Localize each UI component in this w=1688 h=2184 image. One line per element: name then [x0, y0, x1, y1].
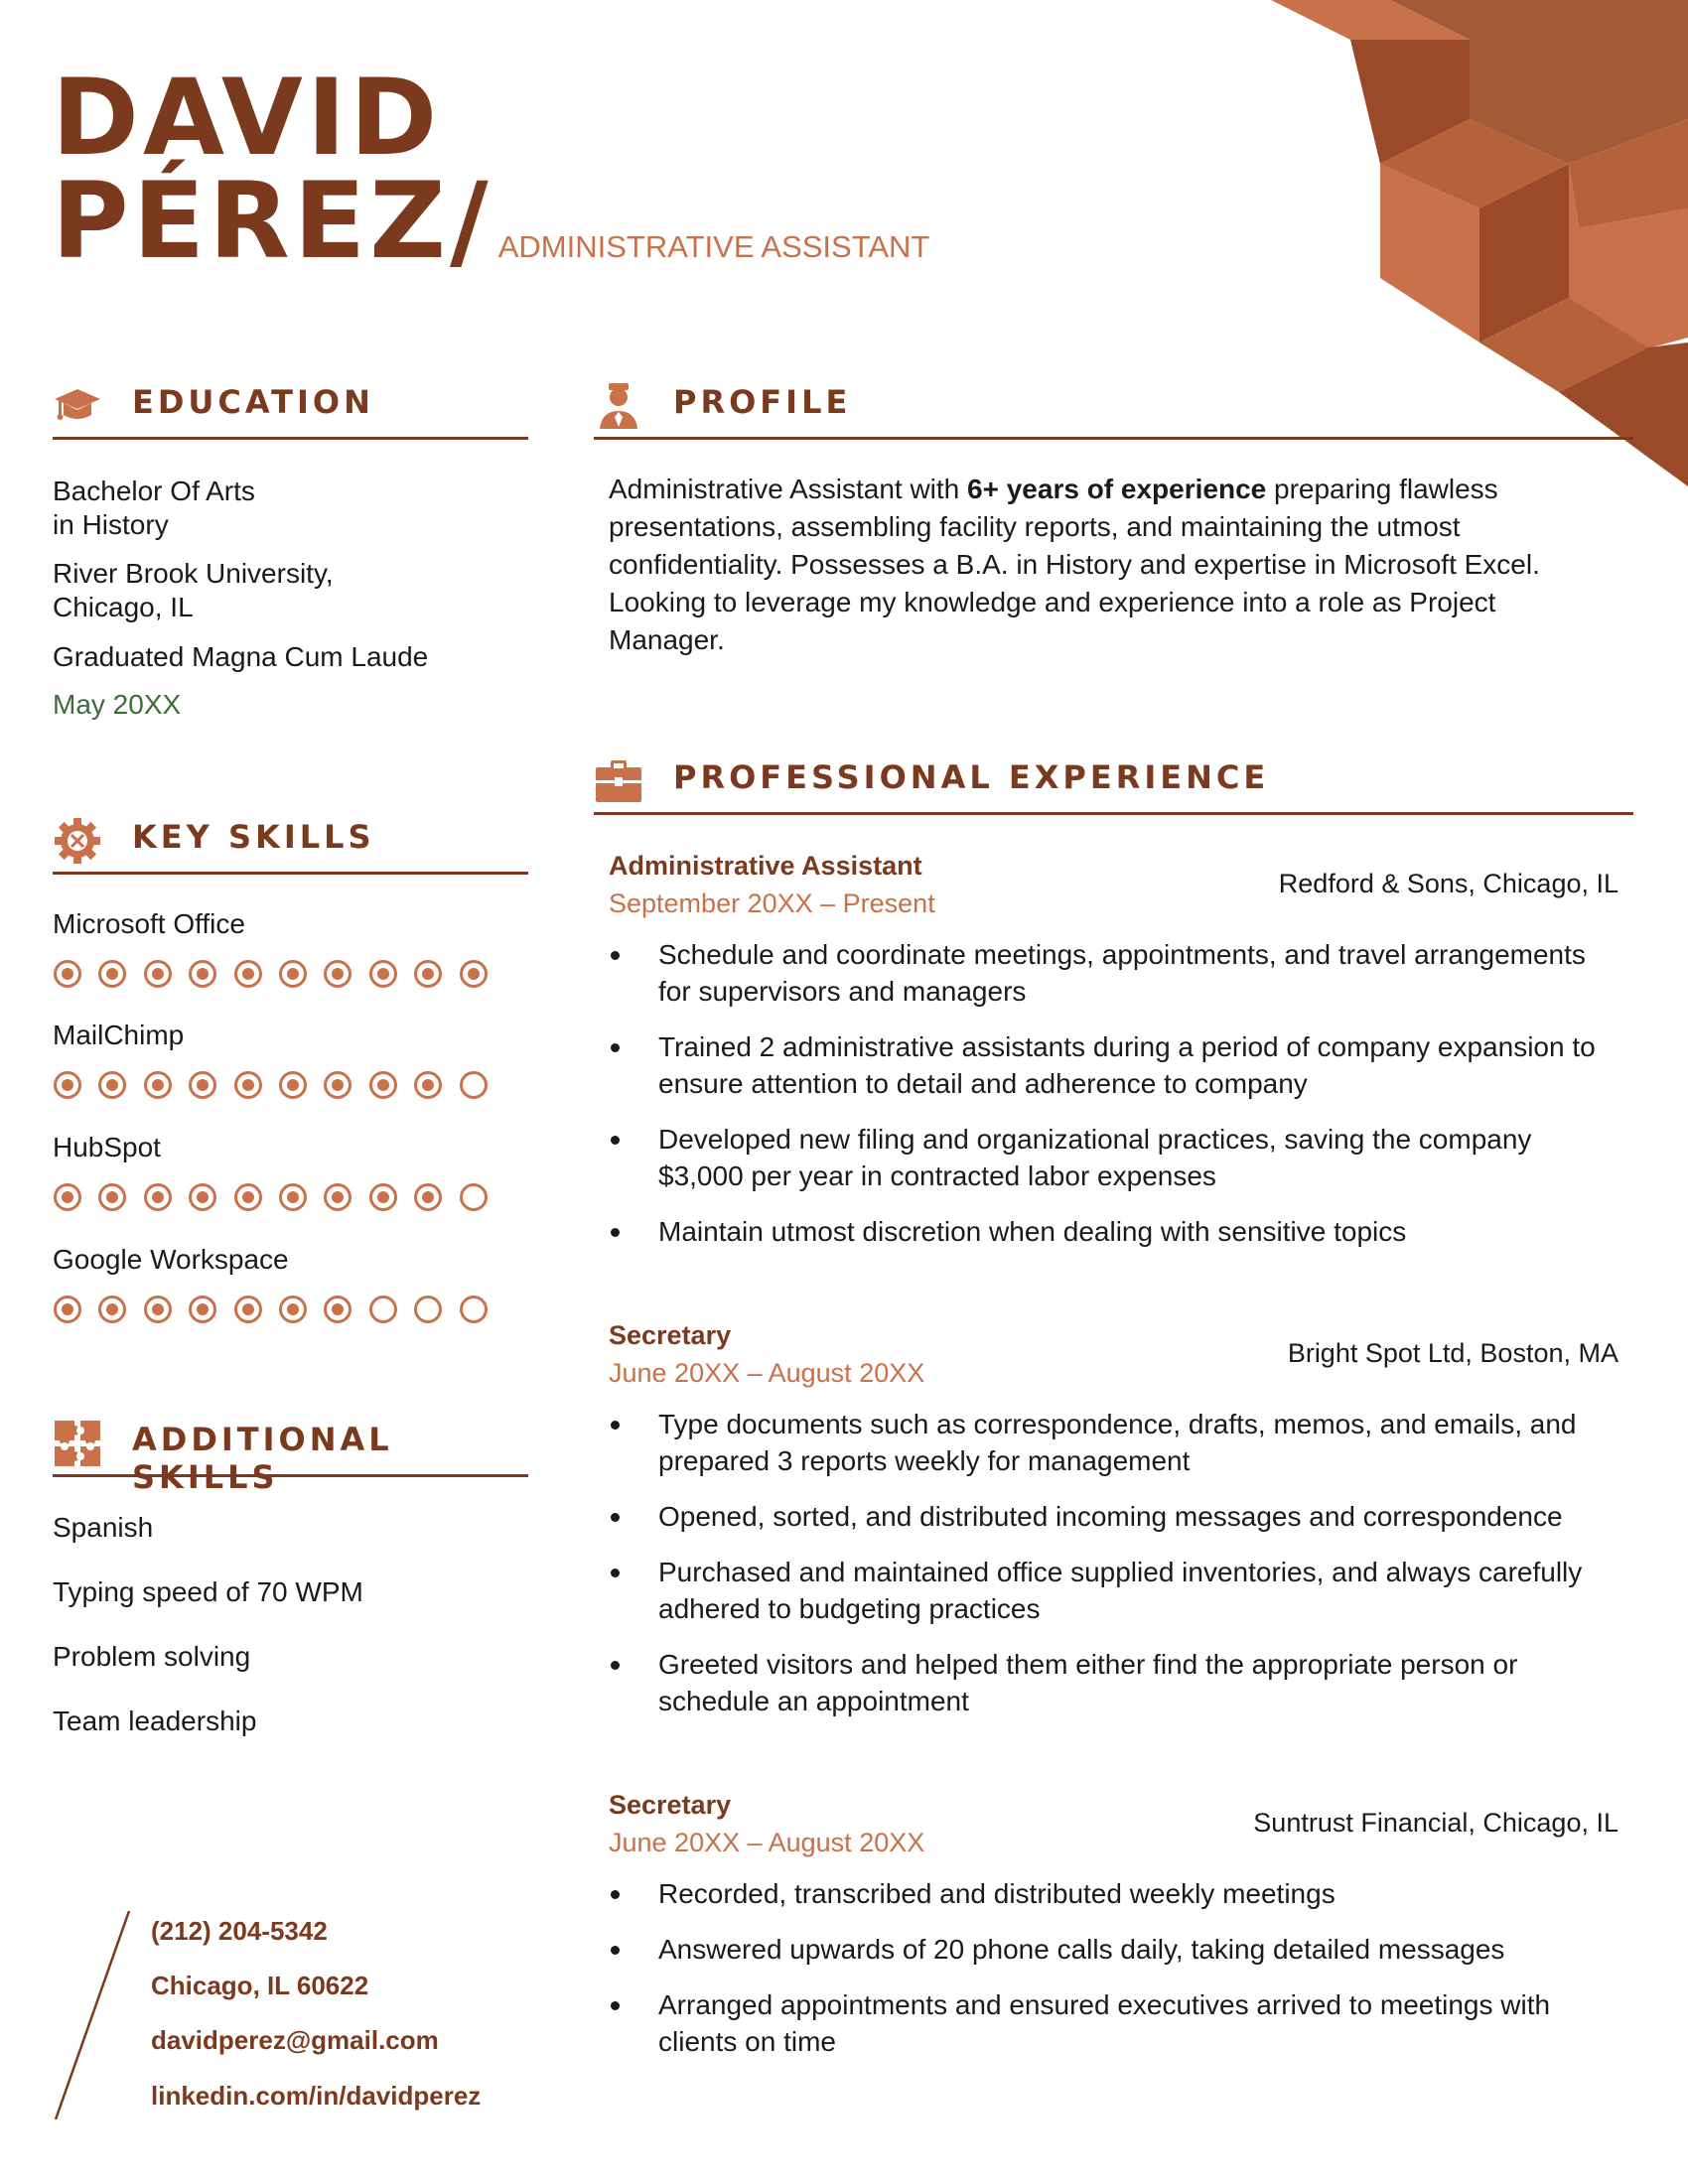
profile-summary [609, 471, 1602, 659]
profile-title: PROFILE [673, 383, 852, 421]
skill-name: Google Workspace [53, 1244, 289, 1275]
rating-dot-empty [369, 1296, 397, 1323]
school-line2: Chicago, IL [53, 592, 194, 622]
skill-name: Microsoft Office [53, 908, 245, 939]
job-bullet [609, 1875, 1618, 1912]
job-bullet-text: Arranged appointments and ensured executives arrived to meetings with clients on time [658, 1989, 1551, 2057]
rating-dot-filled [144, 1183, 172, 1211]
job-bullet [609, 1554, 1618, 1627]
bullet-icon [611, 1421, 620, 1430]
job-company: Suntrust Financial, Chicago, IL [1253, 1808, 1618, 1838]
name-slash: / [450, 160, 492, 282]
degree-line2: in History [53, 509, 169, 540]
rating-dot-filled [279, 1296, 307, 1323]
rating-dot-filled [189, 1071, 216, 1099]
rating-dot-filled [144, 1296, 172, 1323]
puzzle-icon [53, 1419, 102, 1468]
rating-dot-filled [324, 1183, 352, 1211]
contact-location: Chicago, IL 60622 [151, 1971, 369, 2000]
job-bullet [609, 1121, 1618, 1194]
school-line1: River Brook University, [53, 558, 334, 589]
education-degree [53, 475, 255, 542]
rating-dot-filled [98, 1183, 126, 1211]
job-bullet [609, 1028, 1618, 1102]
job-dates: June 20XX – August 20XX [609, 1358, 925, 1388]
rating-dot-empty [460, 1296, 488, 1323]
bullet-icon [611, 1890, 620, 1899]
job-bullet-text: Purchased and maintained office supplied inventories, and always carefully adhered to budgeting practices [658, 1557, 1583, 1624]
rating-dot-filled [279, 1183, 307, 1211]
bullet-icon [611, 1513, 620, 1522]
rating-dot-filled [324, 1296, 352, 1323]
rating-dot-filled [189, 960, 216, 988]
job-bullet [609, 1646, 1618, 1719]
education-title: EDUCATION [132, 383, 374, 421]
rating-dot-filled [234, 960, 262, 988]
rating-dot-filled [369, 1071, 397, 1099]
job-bullet [609, 1213, 1618, 1250]
rating-dot-filled [279, 1071, 307, 1099]
rating-dot-filled [234, 1296, 262, 1323]
job-bullet [609, 1498, 1618, 1535]
job-bullets [609, 1406, 1618, 1738]
skill-name: HubSpot [53, 1132, 161, 1162]
job-bullet-text: Type documents such as correspondence, drafts, memos, and emails, and prepared 3 reports weekly for management [658, 1409, 1577, 1476]
rating-dot-filled [234, 1183, 262, 1211]
job-dates: September 20XX – Present [609, 888, 935, 918]
job-bullet [609, 1986, 1618, 2060]
degree-line1: Bachelor Of Arts [53, 476, 255, 506]
rating-dot-filled [324, 1071, 352, 1099]
job-role: Secretary [609, 1790, 732, 1820]
job-bullet-text: Recorded, transcribed and distributed weekly meetings [658, 1878, 1336, 1909]
gear-icon [53, 816, 102, 866]
contact-linkedin[interactable]: linkedin.com/in/davidperez [151, 2081, 482, 2111]
rating-dot-filled [54, 1183, 81, 1211]
bullet-icon [611, 1136, 620, 1145]
bullet-icon [611, 1569, 620, 1577]
bullet-icon [611, 1946, 620, 1955]
experience-section-header [594, 752, 1633, 815]
rating-dot-filled [460, 960, 488, 988]
person-icon [594, 381, 643, 431]
name-last-line [52, 160, 930, 282]
job-bullet-text: Opened, sorted, and distributed incoming messages and correspondence [658, 1501, 1563, 1532]
job-bullet [609, 1406, 1618, 1479]
profile-text-after: preparing flawless presentations, assembling facility reports, and maintaining the utmost confidentiality. Possesses a B.A. in History and expertise in Microsoft Excel. Looking to leverage my knowledge and experience into a role as Project Manager. [609, 474, 1540, 655]
additional-skill-item: Problem solving [53, 1641, 251, 1672]
rating-dot-empty [414, 1296, 442, 1323]
rating-dot-filled [98, 1296, 126, 1323]
rating-dot-filled [98, 1071, 126, 1099]
job-bullet [609, 936, 1618, 1010]
job-company: Redford & Sons, Chicago, IL [1278, 869, 1618, 898]
bullet-icon [611, 1228, 620, 1237]
experience-title: PROFESSIONAL EXPERIENCE [673, 758, 1270, 796]
job-bullet-text: Answered upwards of 20 phone calls daily, taking detailed messages [658, 1934, 1505, 1965]
rating-dot-filled [189, 1183, 216, 1211]
job-bullet [609, 1931, 1618, 1968]
job-bullet-text: Developed new filing and organizational practices, saving the company $3,000 per year in contracted labor expenses [658, 1124, 1532, 1191]
education-section-header [53, 377, 528, 440]
bullet-icon [611, 1661, 620, 1670]
job-dates: June 20XX – August 20XX [609, 1828, 925, 1857]
contact-divider [52, 1911, 141, 2119]
bullet-icon [611, 2001, 620, 2010]
rating-dot-filled [54, 960, 81, 988]
rating-dot-filled [369, 1183, 397, 1211]
name-last: PÉREZ [52, 160, 450, 282]
rating-dot-filled [144, 960, 172, 988]
rating-dot-filled [189, 1296, 216, 1323]
graduation-cap-icon [53, 381, 102, 431]
rating-dot-filled [54, 1296, 81, 1323]
job-role: Secretary [609, 1320, 732, 1350]
rating-dot-filled [369, 960, 397, 988]
rating-dot-filled [234, 1071, 262, 1099]
job-title: ADMINISTRATIVE ASSISTANT [497, 229, 930, 264]
name-first: DAVID [52, 57, 442, 179]
job-bullet-text: Trained 2 administrative assistants during a period of company expansion to ensure attention to detail and adherence to company [658, 1031, 1596, 1099]
job-company: Bright Spot Ltd, Boston, MA [1287, 1338, 1618, 1368]
education-school [53, 557, 334, 624]
additional-skill-item: Typing speed of 70 WPM [53, 1576, 363, 1607]
job-bullets [609, 936, 1618, 1269]
additional-skill-item: Spanish [53, 1512, 154, 1543]
contact-email[interactable]: davidperez@gmail.com [151, 2025, 439, 2055]
rating-dot-filled [54, 1071, 81, 1099]
education-date: May 20XX [53, 689, 182, 720]
profile-text-before: Administrative Assistant with [609, 474, 968, 504]
profile-section-header [594, 377, 1633, 440]
key-skills-title: KEY SKILLS [132, 818, 375, 856]
contact-phone[interactable]: (212) 204-5342 [151, 1916, 328, 1946]
job-bullets [609, 1875, 1618, 2079]
job-bullet-text: Greeted visitors and helped them either find the appropriate person or schedule an appointment [658, 1649, 1518, 1716]
additional-skills-section-header [53, 1415, 528, 1496]
rating-dot-filled [414, 1183, 442, 1211]
skill-name: MailChimp [53, 1020, 185, 1050]
rating-dot-empty [460, 1183, 488, 1211]
rating-dot-filled [324, 960, 352, 988]
key-skills-section-header [53, 812, 528, 875]
rating-dot-filled [144, 1071, 172, 1099]
rating-dot-filled [279, 960, 307, 988]
job-bullet-text: Maintain utmost discretion when dealing with sensitive topics [658, 1216, 1407, 1247]
rating-dot-empty [460, 1071, 488, 1099]
additional-skills-title: ADDITIONAL SKILLS [132, 1421, 393, 1496]
bullet-icon [611, 951, 620, 960]
rating-dot-filled [414, 960, 442, 988]
bullet-icon [611, 1043, 620, 1052]
additional-skill-item: Team leadership [53, 1706, 257, 1736]
profile-text-bold: 6+ years of experience [967, 474, 1267, 504]
education-honors: Graduated Magna Cum Laude [53, 641, 429, 672]
job-bullet-text: Schedule and coordinate meetings, appointments, and travel arrangements for supervisors and managers [658, 939, 1586, 1007]
rating-dot-filled [98, 960, 126, 988]
job-role: Administrative Assistant [609, 851, 922, 881]
briefcase-icon [594, 756, 643, 806]
rating-dot-filled [414, 1071, 442, 1099]
